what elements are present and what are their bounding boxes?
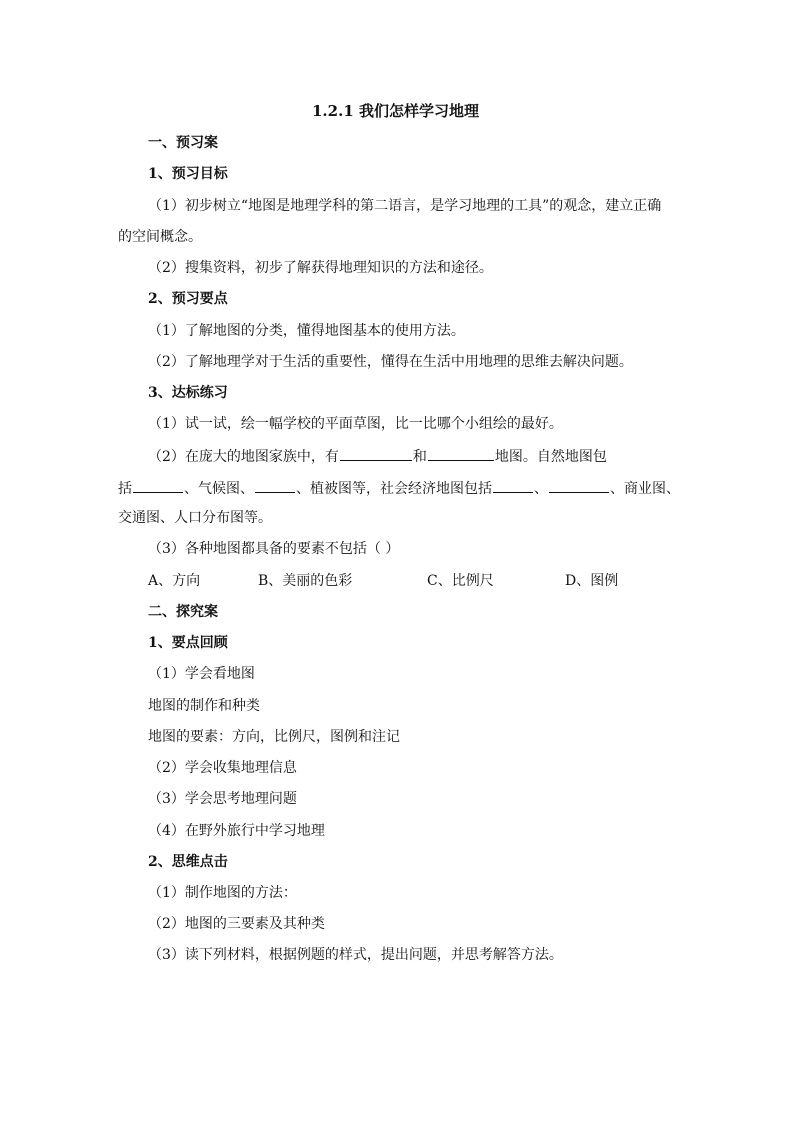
option-a[interactable]: A、方向 bbox=[148, 573, 201, 589]
practice-item-2-text-b: 和 bbox=[412, 449, 427, 465]
subheading-preview-goals: 1、预习目标 bbox=[148, 166, 228, 182]
practice-item-3: （3）各种地图都具备的要素不包括（ ） bbox=[148, 541, 400, 557]
point-item-2: （2）了解地理学对于生活的重要性，懂得在生活中用地理的思维去解决问题。 bbox=[148, 354, 633, 370]
review-item-3: （3）学会思考地理问题 bbox=[148, 791, 297, 807]
review-line-b: 地图的要素：方向，比例尺，图例和注记 bbox=[148, 729, 400, 745]
practice-item-2-line2-c: 、植被图等，社会经济地图包括 bbox=[296, 481, 492, 497]
answer-blank[interactable] bbox=[549, 478, 609, 493]
goal-item-1-line2: 的空间概念。 bbox=[118, 229, 202, 245]
subheading-thinking: 2、思维点击 bbox=[148, 854, 228, 870]
practice-item-2-line2-a: 括 bbox=[118, 481, 132, 497]
thinking-item-2: （2）地图的三要素及其种类 bbox=[148, 916, 325, 932]
goal-item-2: （2）搜集资料，初步了解获得地理知识的方法和途径。 bbox=[148, 260, 493, 276]
answer-blank[interactable] bbox=[340, 446, 412, 461]
practice-item-2-line2-e: 、商业图、 bbox=[610, 481, 680, 497]
subheading-preview-points: 2、预习要点 bbox=[148, 291, 228, 307]
answer-blank[interactable] bbox=[255, 478, 295, 493]
thinking-item-1: （1）制作地图的方法： bbox=[148, 885, 297, 901]
practice-item-1: （1）试一试，绘一幅学校的平面草图，比一比哪个小组绘的最好。 bbox=[148, 416, 563, 432]
page-title: 1.2.1 我们怎样学习地理 bbox=[312, 102, 479, 120]
subheading-review: 1、要点回顾 bbox=[148, 635, 228, 651]
option-b[interactable]: B、美丽的色彩 bbox=[258, 573, 353, 589]
option-c[interactable]: C、比例尺 bbox=[427, 573, 494, 589]
review-item-2: （2）学会收集地理信息 bbox=[148, 760, 297, 776]
practice-item-2-line2-b: 、气候图、 bbox=[184, 481, 254, 497]
practice-item-2-text-a: （2）在庞大的地图家族中，有 bbox=[148, 449, 339, 465]
point-item-1: （1）了解地图的分类，懂得地图基本的使用方法。 bbox=[148, 323, 465, 339]
practice-item-2-line2-d: 、 bbox=[534, 481, 548, 497]
section-heading-explore: 二、探究案 bbox=[148, 604, 218, 620]
review-line-a: 地图的制作和种类 bbox=[148, 698, 260, 714]
answer-blank[interactable] bbox=[428, 446, 494, 461]
practice-item-2-line2 bbox=[118, 478, 680, 498]
goal-item-1-line1: （1）初步树立“地图是地理学科的第二语言，是学习地理的工具”的观念，建立正确 bbox=[148, 198, 662, 214]
answer-blank[interactable] bbox=[493, 478, 533, 493]
review-item-4: （4）在野外旅行中学习地理 bbox=[148, 823, 325, 839]
answer-blank[interactable] bbox=[133, 478, 183, 493]
option-d[interactable]: D、图例 bbox=[565, 573, 619, 589]
review-item-1: （1）学会看地图 bbox=[148, 666, 255, 682]
practice-item-2-line1 bbox=[148, 446, 607, 466]
practice-item-2-line3: 交通图、人口分布图等。 bbox=[118, 510, 272, 526]
section-heading-preview: 一、预习案 bbox=[148, 135, 218, 151]
practice-item-2-text-c: 地图。自然地图包 bbox=[494, 449, 607, 465]
subheading-practice: 3、达标练习 bbox=[148, 385, 228, 401]
thinking-item-3: （3）读下列材料，根据例题的样式，提出问题，并思考解答方法。 bbox=[148, 947, 563, 963]
